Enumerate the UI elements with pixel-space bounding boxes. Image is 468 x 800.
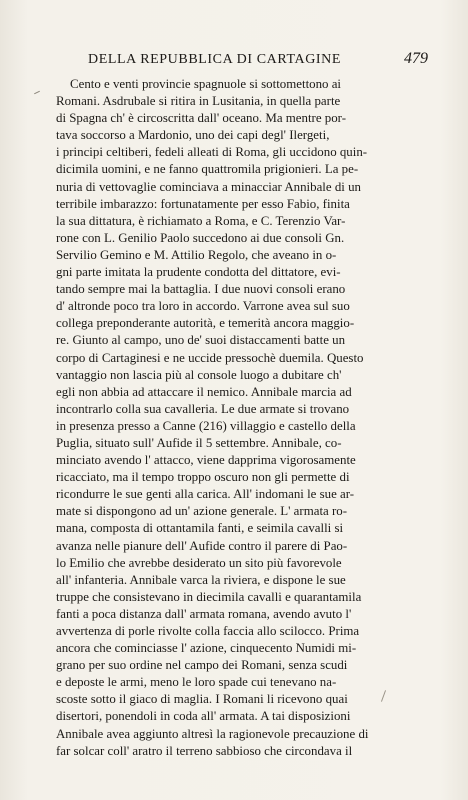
text-line: egli non abbia ad attaccare il nemico. Annibale marcia ad [56,384,352,399]
page-number: 479 [404,50,428,67]
text-line: Servilio Gemino e M. Attilio Regolo, che aveano in o- [56,247,337,262]
text-line: rone con L. Genilio Paolo succedono ai due consoli Gn. [56,230,345,245]
text-line: scoste sotto il giaco di maglia. I Romani li ricevono quai [56,692,348,707]
text-line: terribile imbarazzo: fortunatamente per esso Fabio, finita [56,196,350,211]
text-line: tando sempre mai la battaglia. I due nuovi consoli erano [56,282,346,297]
text-line: mana, composta di ottantamila fanti, e seimila cavalli si [56,521,344,536]
text-line: dicimila uomini, e ne fanno quattromila prigionieri. La pe- [56,162,359,177]
text-line: vantaggio non lascia più al console luogo a dubitare ch' [56,367,342,382]
text-line: all' infanteria. Annibale varca la riviera, e dispone le sue [56,572,346,587]
text-line: grano per suo ordine nel campo dei Romani, senza scudi [56,658,348,673]
text-line: collega preponderante autorità, e temerità ancora maggio- [56,316,355,331]
text-line: Puglia, situato sull' Aufide il 5 settembre. Annibale, co- [56,435,342,450]
text-line: e deposte le armi, meno le loro spade cui tenevano na- [56,675,337,690]
text-line: fanti a poca distanza dall' armata romana, avendo avuto l' [56,606,352,621]
text-line: incontrarlo colla sua cavalleria. Le due armate si trovano [56,401,350,416]
text-line: avanza nelle pianure dell' Aufide contro il parere di Pao- [56,538,348,553]
text-line: ancora che cominciasse l' azione, cinquecento Numidi mi- [56,641,357,656]
text-line: ricacciato, ma il tempo troppo oscuro non gli permette di [56,470,350,485]
text-line: i principi celtiberi, fedeli alleati di Roma, gli uccidono quin- [56,145,368,160]
text-line: nuria di vettovaglie cominciava a minacciar Annibale di un [56,179,361,194]
text-line: tava soccorso a Mardonio, uno dei capi degl' Ilergeti, [56,128,330,143]
text-line: corpo di Cartaginesi e ne uccide pressochè duemila. Questo [56,350,364,365]
text-line: la sua dittatura, è richiamato a Roma, e C. Terenzio Var- [56,213,346,228]
text-line: Annibale avea aggiunto altresì la ragionevole precauzione di [56,726,369,741]
text-line: truppe che consistevano in diecimila cavalli e quarantamila [56,589,362,604]
text-line: lo Emilio che avrebbe desiderato un sito più favorevole [56,555,342,570]
text-line: di Spagna ch' è circoscritta dall' oceano. Ma mentre por- [56,111,347,126]
text-line: in presenza presso a Canne (216) villaggio e castello della [56,418,356,433]
text-line: Romani. Asdrubale si ritira in Lusitania, in quella parte [56,94,341,109]
text-line: d' altronde poco tra loro in accordo. Varrone avea sul suo [56,299,350,314]
running-title: DELLA REPUBBLICA DI CARTAGINE [88,52,342,67]
text-line: disertori, ponendoli in coda all' armata. A tai disposizioni [56,709,351,724]
text-line: re. Giunto al campo, uno de' suoi distaccamenti batte un [56,333,346,348]
text-line: mate si dispongono ad un' azione generale. L' armata ro- [56,504,347,519]
page-header [58,52,428,72]
body-text [56,76,428,760]
text-line: gni parte imitata la prudente condotta del dittatore, evi- [56,265,341,280]
text-line: Cento e venti provincie spagnuole si sottomettono ai [70,77,342,91]
margin-mark [34,91,40,94]
text-line: minciato avendo l' attacco, viene dapprima vigorosamente [56,453,356,468]
text-line: avvertenza di porle rivolte colla faccia allo scilocco. Prima [56,624,360,638]
text-line: far solcar coll' aratro il terreno sabbioso che circondava il [56,743,353,758]
text-line: ricondurre le sue genti alla carica. All' indomani le sue ar- [56,487,355,502]
